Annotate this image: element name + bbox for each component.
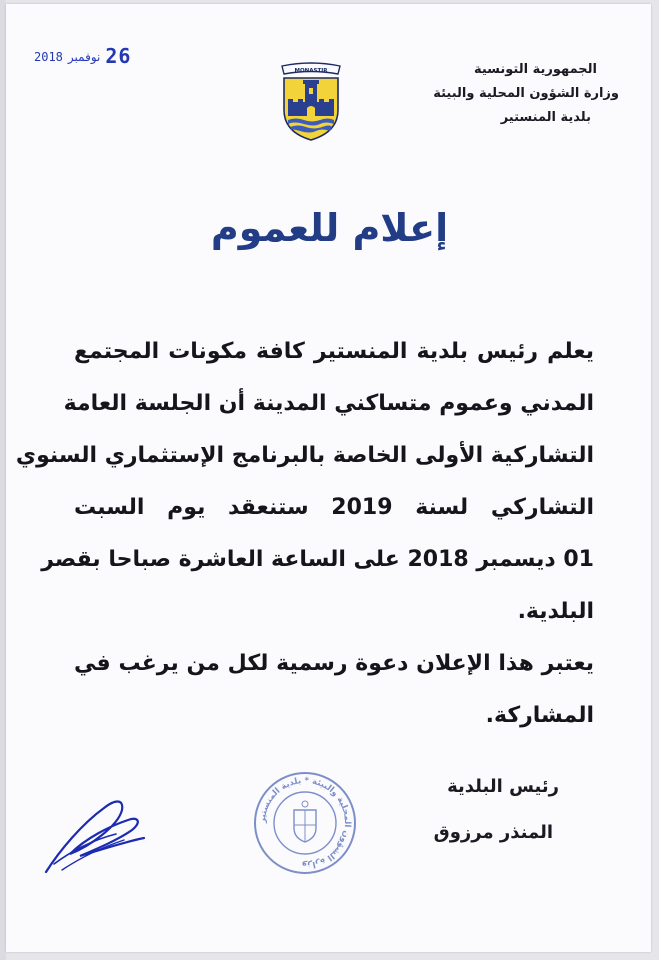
official-seal [252, 770, 358, 876]
notice-body [15, 326, 594, 742]
municipality-emblem [276, 58, 346, 142]
signatory-name: المنذر مرزوق [433, 822, 553, 843]
signatory-title: رئيس البلدية [447, 776, 559, 797]
seal-ring-text: وزارة الشؤون المحلية والبيئة * بلدية المنستير [257, 775, 353, 871]
signature-scribble-icon [40, 780, 150, 880]
date-stamp-year: 2018 [34, 50, 63, 64]
date-stamp-month: نوفمبر [67, 50, 101, 64]
body-line: التشاركية الأولى الخاصة بالبرنامج الإستثماري السنوي [15, 443, 594, 468]
notice-title: إعلام للعموم [210, 206, 449, 250]
official-header [379, 58, 619, 130]
body-line: المشاركة. [485, 703, 594, 728]
date-stamp-day: 26 [105, 44, 132, 68]
body-line: يعتبر هذا الإعلان دعوة رسمية لكل من يرغب في [74, 651, 594, 676]
seal-icon [252, 770, 358, 876]
header-municipality: بلدية المنستير [500, 110, 591, 125]
body-line: التشاركي لسنة 2019 ستنعقد يوم السبت [74, 495, 594, 520]
body-line: 01 ديسمبر 2018 على الساعة العاشرة صباحا بقصر [41, 547, 594, 572]
date-stamp [34, 44, 131, 68]
emblem-banner-text: MONASTIR [294, 68, 328, 74]
coat-of-arms-icon [276, 58, 346, 142]
body-line: البلدية. [517, 599, 594, 624]
handwritten-signature [40, 780, 150, 880]
header-ministry: وزارة الشؤون المحلية والبيئة [433, 86, 619, 101]
header-republic: الجمهورية التونسية [473, 62, 597, 77]
body-line: المدني وعموم متساكني المدينة أن الجلسة العامة [63, 391, 594, 416]
signature-block [359, 772, 559, 848]
body-line: يعلم رئيس بلدية المنستير كافة مكونات المجتمع [74, 339, 594, 364]
